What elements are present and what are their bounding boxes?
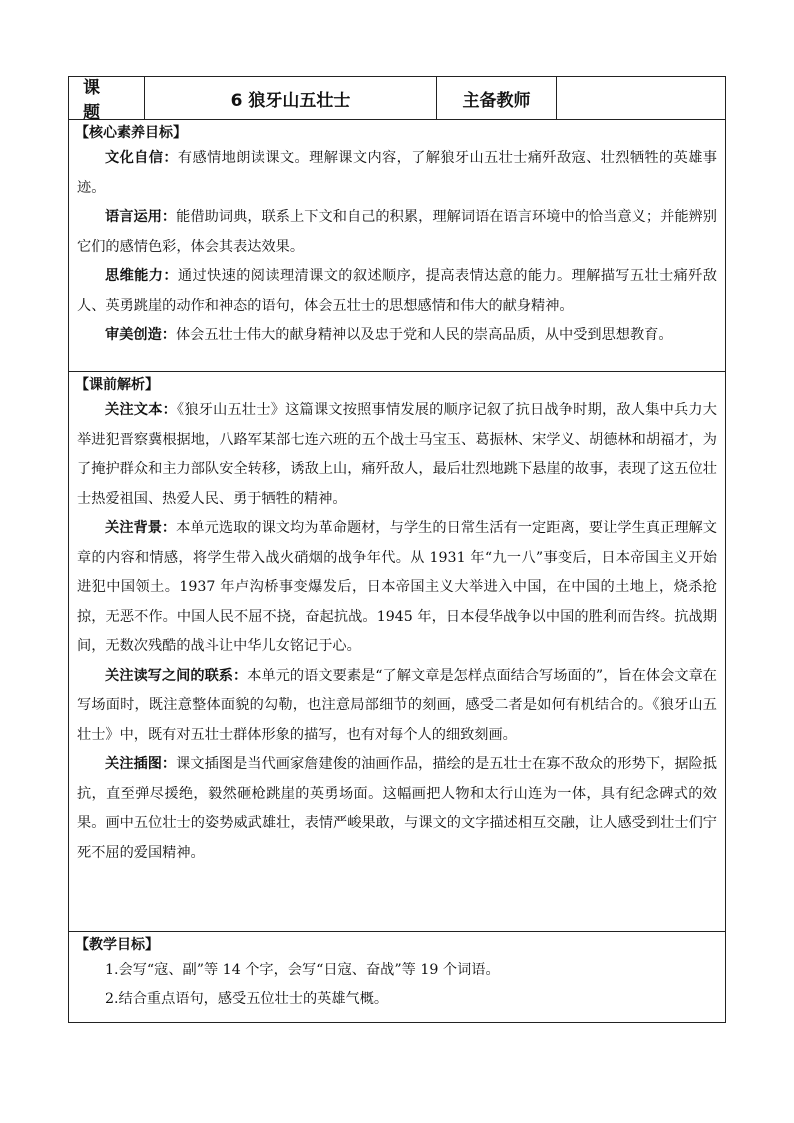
goal-item: 1.会写“寇、副”等 14 个字，会写“日寇、奋战”等 19 个词语。 xyxy=(105,962,500,978)
section-title: 【核心素养目标】 xyxy=(75,125,187,141)
topic-label: 课 题 xyxy=(69,77,145,119)
item-text: 课文插图是当代画家詹建俊的油画作品，描绘的是五壮士在寡不敌众的形势下，据险抵抗，直至弹尽援绝，毅然砸枪跳崖的英勇场面。这幅画把人物和太行山连为一体，具有纪念碑式的效果。画中五位壮士的姿势威武雄壮，表情严峻果敢，与课文的文字描述相互交融，让人感受到壮士们宁死不屈的爱国精神。 xyxy=(77,756,717,861)
item-label: 审美创造： xyxy=(105,327,176,343)
item-label: 文化自信： xyxy=(105,150,178,166)
analysis-item xyxy=(77,750,717,868)
core-item xyxy=(77,203,717,262)
item-label: 关注文本： xyxy=(105,402,178,418)
analysis-item xyxy=(77,662,717,751)
section-title: 【教学目标】 xyxy=(75,937,159,953)
lesson-plan-page xyxy=(68,76,726,1023)
section-title: 【课前解析】 xyxy=(75,377,159,393)
item-text: 《狼牙山五壮士》这篇课文按照事情发展的顺序记叙了抗日战争时期，敌人集中兵力大举进犯晋察冀根据地，八路军某部七连六班的五个战士马宝玉、葛振林、宋学义、胡德林和胡福才，为了掩护群众和主力部队安全转移，诱敌上山，痛歼敌人，最后壮烈地跳下悬崖的故事，表现了这五位壮士热爱祖国、热爱人民、勇于牺牲的精神。 xyxy=(77,402,717,507)
lesson-title: 6 狼牙山五壮士 xyxy=(145,77,437,119)
teaching-goals-section xyxy=(69,932,725,1022)
analysis-item xyxy=(77,514,717,662)
teacher-value xyxy=(557,77,725,119)
core-item xyxy=(77,262,717,321)
item-text: 本单元选取的课文均为革命题材，与学生的日常生活有一定距离，要让学生真正理解文章的内容和情感，将学生带入战火硝烟的战争年代。从 1931 年“九一八”事变后，日本帝国主义开始进犯中国领土。1937 年卢沟桥事变爆发后，日本帝国主义大举进入中国，在中国的土地上，烧杀抢掠，无恶不作。中国人民不屈不挠，奋起抗战。1945 年，日本侵华战争以中国的胜利而告终。抗战期间，无数次残酷的战斗让中华儿女铭记于心。 xyxy=(77,520,717,654)
item-text: 能借助词典，联系上下文和自己的积累，理解词语在语言环境中的恰当意义；并能辨别它们的感情色彩，体会其表达效果。 xyxy=(77,209,717,255)
item-label: 思维能力： xyxy=(105,268,178,284)
item-text: 本单元的语文要素是“了解文章是怎样点面结合写场面的”，旨在体会文章在写场面时，既注意整体面貌的勾勒，也注意局部细节的刻画，感受二者是如何有机结合的。《狼牙山五壮士》中，既有对五壮士群体形象的描写，也有对每个人的细致刻画。 xyxy=(77,667,717,743)
item-label: 关注读写之间的联系： xyxy=(105,667,248,684)
item-text: 有感情地朗读课文。理解课文内容，了解狼牙山五壮士痛歼敌寇、壮烈牺牲的英雄事迹。 xyxy=(77,150,717,196)
header-row xyxy=(69,77,725,123)
core-item xyxy=(77,144,717,203)
lesson-plan-table xyxy=(68,76,726,1023)
item-label: 关注背景： xyxy=(105,520,177,536)
teacher-label: 主备教师 xyxy=(437,77,557,119)
analysis-item xyxy=(77,396,717,514)
core-literacy-section xyxy=(69,120,725,372)
pre-class-analysis-section xyxy=(69,372,725,932)
item-label: 关注插图： xyxy=(105,756,177,772)
item-label: 语言运用： xyxy=(105,209,177,225)
item-text: 体会五壮士伟大的献身精神以及忠于党和人民的崇高品质，从中受到思想教育。 xyxy=(175,327,673,343)
core-item xyxy=(77,321,717,351)
goal-item: 2.结合重点语句，感受五位壮士的英雄气概。 xyxy=(105,991,389,1007)
item-text: 通过快速的阅读理清课文的叙述顺序，提高表情达意的能力。理解描写五壮士痛歼敌人、英勇跳崖的动作和神态的语句，体会五壮士的思想感情和伟大的献身精神。 xyxy=(77,268,717,314)
